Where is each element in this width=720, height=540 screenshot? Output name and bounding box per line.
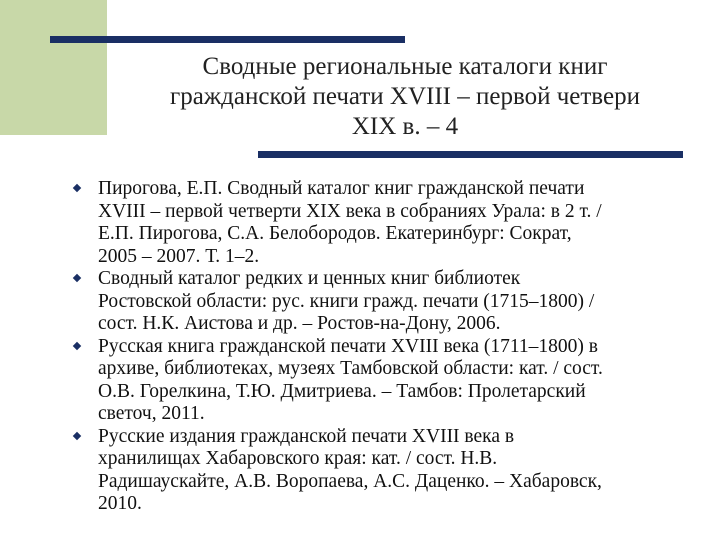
bullet-line: 2005 – 2007. Т. 1–2. [98, 245, 260, 267]
bullet-line: Ростовской области: рус. книги гражд. печати (1715–1800) / [98, 290, 595, 312]
decorative-bottom-line [258, 151, 683, 158]
diamond-bullet-icon [73, 341, 81, 349]
bullet-list [70, 178, 690, 516]
bullet-item-pirogova [70, 178, 690, 268]
diamond-bullet-icon [73, 431, 81, 439]
bullet-line: Пирогова, Е.П. Сводный каталог книг гражданской печати [98, 178, 585, 199]
bullet-item-khabarovsk [70, 426, 690, 516]
bullet-line: Русская книга гражданской печати XVIII века (1711–1800) в [98, 335, 599, 357]
title-line: XIX в. – 4 [351, 113, 459, 140]
bullet-line: Е.П. Пирогова, С.А. Белобородов. Екатеринбург: Сократ, [98, 223, 572, 244]
decorative-green-bar [0, 0, 107, 135]
bullet-line: светоч, 2011. [98, 403, 205, 424]
diamond-bullet-icon [73, 184, 81, 192]
bullet-line: сост. Н.К. Аистова и др. – Ростов-на-Дону, 2006. [98, 313, 501, 334]
bullet-line: Радишаускайте, А.В. Воропаева, А.С. Даценко. – Хабаровск, [98, 470, 602, 492]
bullet-line: архиве, библиотеках, музеях Тамбовской области: кат. / сост. [98, 358, 603, 379]
title-line: гражданской печати XVIII – первой четвери [170, 83, 640, 110]
diamond-bullet-icon [73, 274, 81, 282]
bullet-line: XVIII – первой четверти XIX века в собраниях Урала: в 2 т. / [98, 200, 602, 222]
title-line: Сводные региональные каталоги книг [202, 53, 608, 80]
slide-title [115, 52, 695, 142]
bullet-line: хранилищах Хабаровского края: кат. / сост. Н.В. [98, 448, 498, 469]
bullet-line: Сводный каталог редких и ценных книг библиотек [98, 268, 521, 289]
bullet-line: О.В. Горелкина, Т.Ю. Дмитриева. – Тамбов: Пролетарский [98, 380, 586, 402]
bullet-item-rostov [70, 268, 690, 336]
bullet-item-tambov [70, 336, 690, 426]
decorative-top-line [50, 36, 405, 43]
bullet-line: 2010. [98, 493, 142, 514]
bullet-line: Русские издания гражданской печати XVIII века в [98, 425, 515, 447]
